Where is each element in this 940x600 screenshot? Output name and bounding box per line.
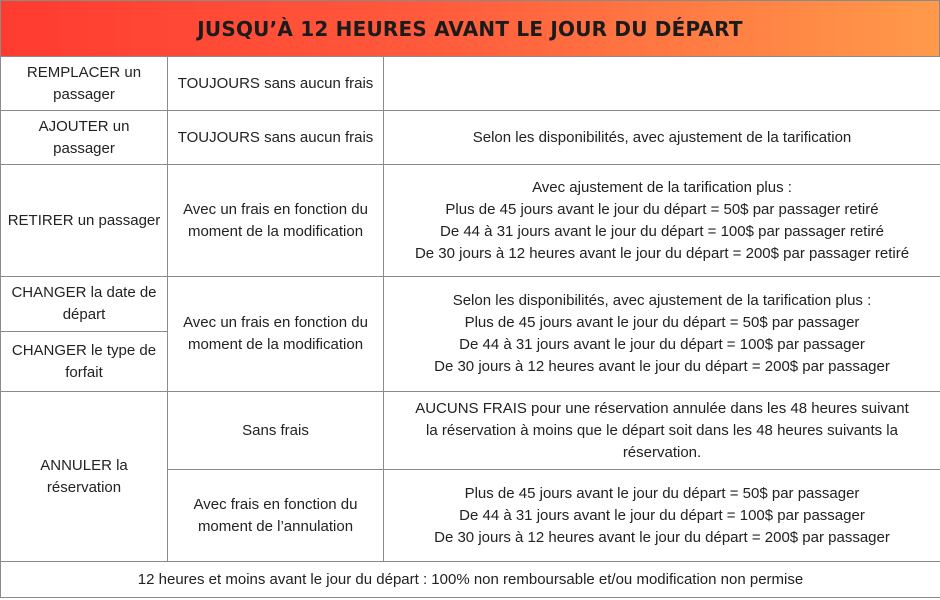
action-cell-ajouter: AJOUTER un passager (1, 111, 168, 165)
table-row (1, 277, 940, 332)
fee-cell-retirer: Avec un frais en fonction du moment de la modification (168, 165, 384, 277)
action-cell-annuler: ANNULER la réservation (1, 392, 168, 562)
table-row (1, 57, 940, 111)
policy-table (0, 56, 940, 598)
detail-cell-retirer: Avec ajustement de la tarification plus : Plus de 45 jours avant le jour du départ = 50$ par passager retiré De 44 à 31 jours avant le jour du départ = 100$ par passager retiré De 30 jours à 12 heures avant le jour du départ = 200$ par passager retiré (384, 165, 940, 277)
fee-cell-annuler-avec-frais: Avec frais en fonction du moment de l’annulation (168, 470, 384, 562)
fee-cell-remplacer: TOUJOURS sans aucun frais (168, 57, 384, 111)
detail-cell-annuler-avec-frais: Plus de 45 jours avant le jour du départ = 50$ par passager De 44 à 31 jours avant le jour du départ = 100$ par passager De 30 jours à 12 heures avant le jour du départ = 200$ par passager (384, 470, 940, 562)
action-cell-remplacer: REMPLACER un passager (1, 57, 168, 111)
table-row (1, 111, 940, 165)
fee-cell-changer: Avec un frais en fonction du moment de la modification (168, 277, 384, 392)
table-row (1, 165, 940, 277)
action-cell-retirer: RETIRER un passager (1, 165, 168, 277)
page-title: JUSQU’À 12 HEURES AVANT LE JOUR DU DÉPART (197, 16, 743, 41)
action-cell-changer-date: CHANGER la date de départ (1, 277, 168, 332)
fee-cell-annuler-sans-frais: Sans frais (168, 392, 384, 470)
detail-cell-remplacer (384, 57, 940, 111)
action-cell-changer-type: CHANGER le type de forfait (1, 332, 168, 392)
table-row (1, 392, 940, 470)
footer-note: 12 heures et moins avant le jour du départ : 100% non remboursable et/ou modification non permise (1, 562, 940, 598)
detail-cell-annuler-sans-frais: AUCUNS FRAIS pour une réservation annulée dans les 48 heures suivant la réservation à moins que le départ soit dans les 48 heures suivants la réservation. (384, 392, 940, 470)
table-row (1, 562, 940, 598)
header-banner (0, 0, 940, 56)
fee-cell-ajouter: TOUJOURS sans aucun frais (168, 111, 384, 165)
detail-cell-changer: Selon les disponibilités, avec ajustement de la tarification plus : Plus de 45 jours avant le jour du départ = 50$ par passager De 44 à 31 jours avant le jour du départ = 100$ par passager De 30 jours à 12 heures avant le jour du départ = 200$ par passager (384, 277, 940, 392)
detail-cell-ajouter: Selon les disponibilités, avec ajustement de la tarification (384, 111, 940, 165)
